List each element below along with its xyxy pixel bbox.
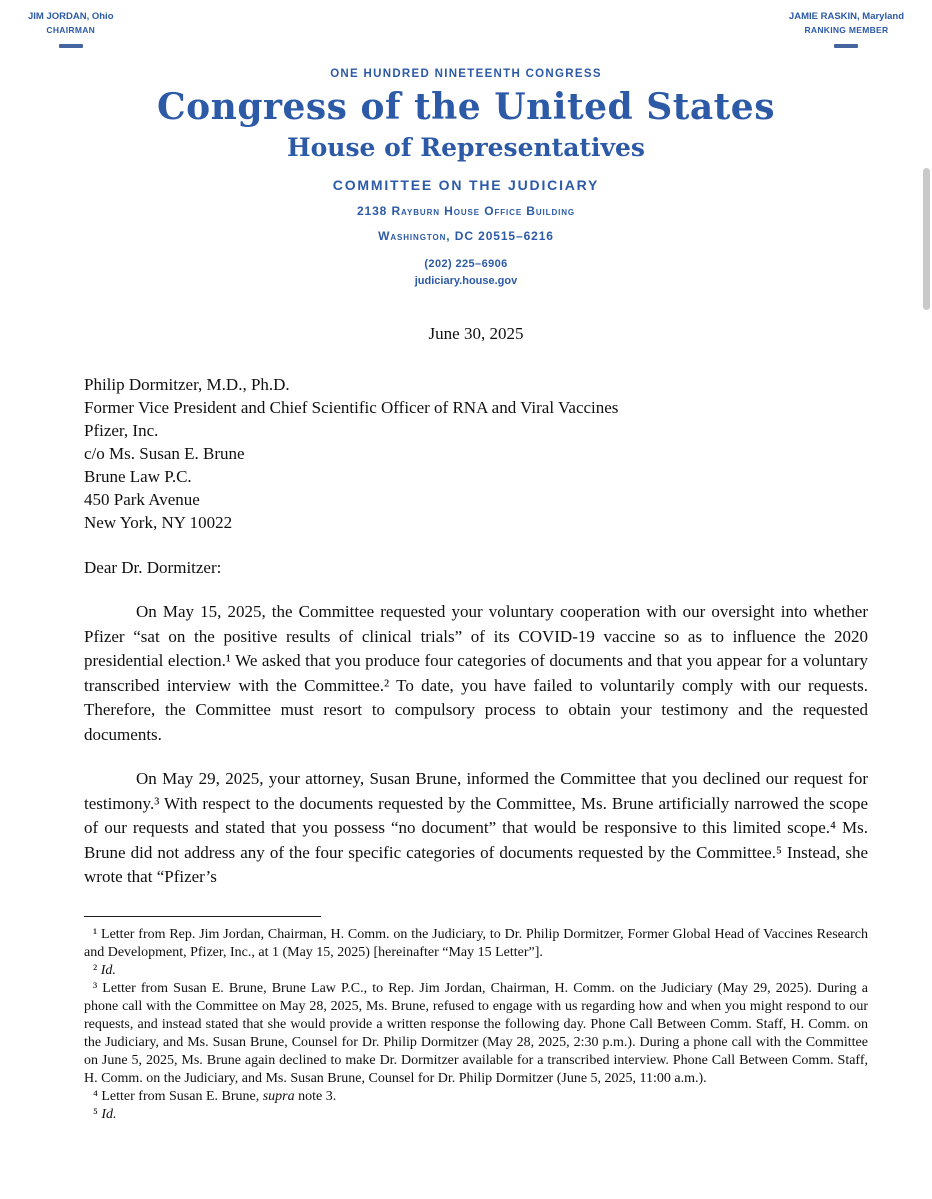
recipient-line: Pfizer, Inc.: [84, 420, 159, 440]
recipient-address: [84, 373, 868, 534]
ranking-member-mark: [834, 44, 858, 48]
footnote: ⁵ Id.: [93, 1106, 117, 1122]
chairman-block: [28, 10, 114, 48]
letter-date: June 30, 2025: [428, 324, 524, 343]
letterhead-building-address: 2138 Rayburn House Office Building: [356, 204, 576, 218]
recipient-line: New York, NY 10022: [84, 512, 233, 532]
recipient-line: 450 Park Avenue: [84, 489, 200, 509]
recipient-line: Philip Dormitzer, M.D., Ph.D.: [84, 374, 290, 394]
ranking-member-title: RANKING MEMBER: [804, 24, 889, 35]
letterhead: [0, 68, 932, 287]
chairman-title: CHAIRMAN: [46, 24, 96, 35]
house-subtitle: House of Representatives: [287, 133, 645, 162]
congress-title: Congress of the United States: [157, 86, 775, 128]
scrollbar-thumb[interactable]: [923, 168, 930, 310]
footnote: ² Id.: [93, 962, 116, 978]
footnote: ¹ Letter from Rep. Jim Jordan, Chairman, H. Comm. on the Judiciary, to Dr. Philip Dormitzer, Former Global Head of Vaccines Research and Development, Pfizer, Inc., at 1 (May 15, 2025) [hereinafter “May 15 Letter”].: [84, 926, 868, 960]
letter-body: [84, 322, 868, 1124]
recipient-line: Brune Law P.C.: [84, 466, 192, 486]
letterhead-website: judiciary.house.gov: [414, 275, 518, 287]
footnote-separator: [84, 916, 321, 917]
recipient-line: c/o Ms. Susan E. Brune: [84, 443, 245, 463]
recipient-line: Former Vice President and Chief Scientific Officer of RNA and Viral Vaccines: [84, 397, 619, 417]
chairman-name: JIM JORDAN, Ohio: [28, 11, 114, 22]
footnote: ⁴ Letter from Susan E. Brune, supra note 3.: [93, 1088, 337, 1104]
body-paragraph: On May 15, 2025, the Committee requested your voluntary cooperation with our oversight into whether Pfizer “sat on the positive results of clinical trials” of its COVID-19 vaccine so as to influence the 2020 presidential election.¹ We asked that you produce four categories of documents and that you appear for a voluntary transcribed interview with the Committee.² To date, you have failed to voluntarily comply with our requests. Therefore, the Committee must resort to compulsory process to obtain your testimony and the requested documents.: [84, 602, 868, 744]
congress-session-line: ONE HUNDRED NINETEENTH CONGRESS: [330, 68, 602, 80]
footnote: ³ Letter from Susan E. Brune, Brune Law P.C., to Rep. Jim Jordan, Chairman, H. Comm. on the Judiciary (May 29, 2025). During a phone call with the Committee on May 28, 2025, Ms. Brune, refused to engage with us regarding how and when you might respond to our requests, and instead stated that she would provide a written response the following day. Phone Call Between Comm. Staff, H. Comm. on the Judiciary, and Ms. Susan Brune, Counsel for Dr. Philip Dormitzer (May 28, 2025, 2:30 p.m.). During a phone call with the Committee on June 5, 2025, Ms. Brune again declined to make Dr. Dormitzer available for a transcribed interview. Phone Call Between Comm. Staff, H. Comm. on the Judiciary, and Ms. Susan Brune, Counsel for Dr. Philip Dormitzer (June 5, 2025, 11:00 a.m.).: [84, 980, 868, 1086]
salutation: Dear Dr. Dormitzer:: [84, 557, 222, 577]
ranking-member-block: [789, 10, 904, 48]
letterhead-phone: (202) 225–6906: [424, 258, 508, 270]
letterhead-city-address: Washington, DC 20515–6216: [378, 229, 554, 243]
footnotes: [84, 926, 868, 1124]
ranking-member-name: JAMIE RASKIN, Maryland: [788, 11, 904, 22]
chairman-mark: [59, 44, 83, 48]
body-paragraphs: [84, 600, 868, 890]
body-paragraph: On May 29, 2025, your attorney, Susan Brune, informed the Committee that you declined our request for testimony.³ With respect to the documents requested by the Committee, Ms. Brune artificially narrowed the scope of our requests and stated that you possess “no document” that would be responsive to this limited scope.⁴ Ms. Brune did not address any of the four specific categories of documents requested by the Committee.⁵ Instead, she wrote that “Pfizer’s: [84, 769, 868, 886]
committee-name: COMMITTEE ON THE JUDICIARY: [332, 177, 600, 193]
